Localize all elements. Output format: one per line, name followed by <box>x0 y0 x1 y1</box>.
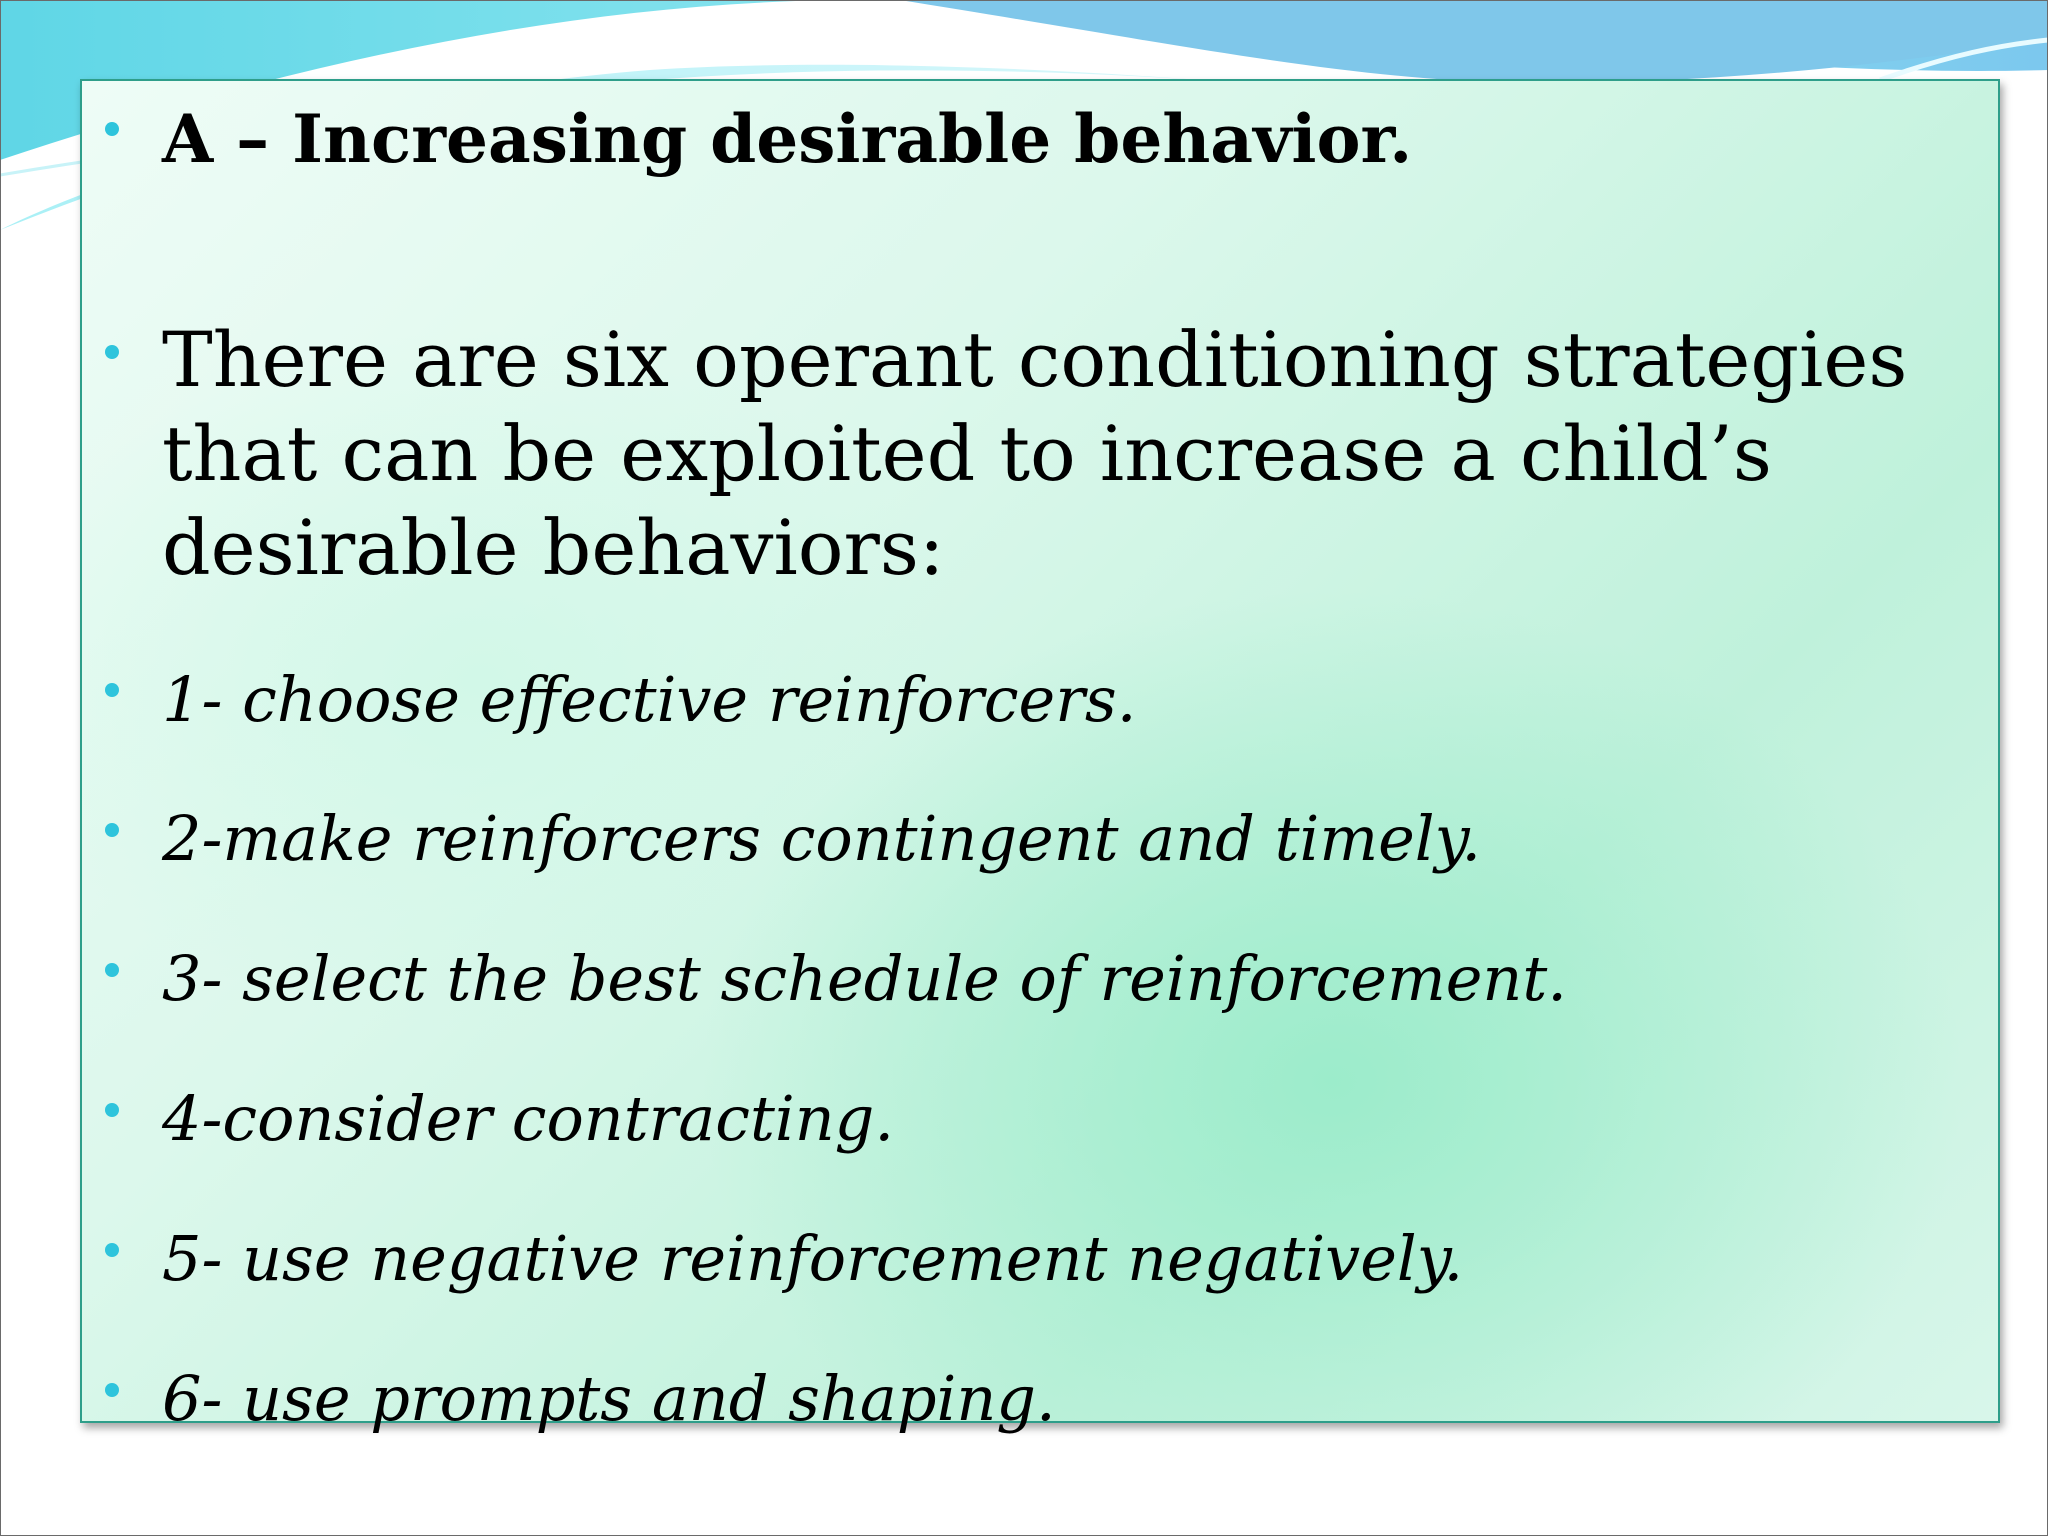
step-2-text: 2-make reinforcers contingent and timely. <box>162 802 1482 875</box>
bullet-dot-icon <box>105 683 119 697</box>
step-5-text: 5- use negative reinforcement negatively. <box>162 1222 1464 1295</box>
step-3-text: 3- select the best schedule of reinforcement. <box>162 942 1567 1015</box>
bullet-dot-icon <box>105 345 119 359</box>
step-1-text: 1- choose effective reinforcers. <box>162 663 1137 736</box>
intro-text: There are six operant conditioning strategies that can be exploited to increase a child’s desirable behaviors: <box>162 315 1908 592</box>
bullet-dot-icon <box>105 823 119 837</box>
bullet-dot-icon <box>105 1243 119 1257</box>
step-4-text: 4-consider contracting. <box>162 1082 895 1155</box>
content-box <box>80 79 2000 1435</box>
bullet-dot-icon <box>105 1103 119 1117</box>
bullet-dot-icon <box>105 122 119 136</box>
step-6-text: 6- use prompts and shaping. <box>162 1362 1056 1435</box>
slide-heading: A – Increasing desirable behavior. <box>162 100 1413 178</box>
bullet-dot-icon <box>105 963 119 977</box>
bullet-dot-icon <box>105 1383 119 1397</box>
